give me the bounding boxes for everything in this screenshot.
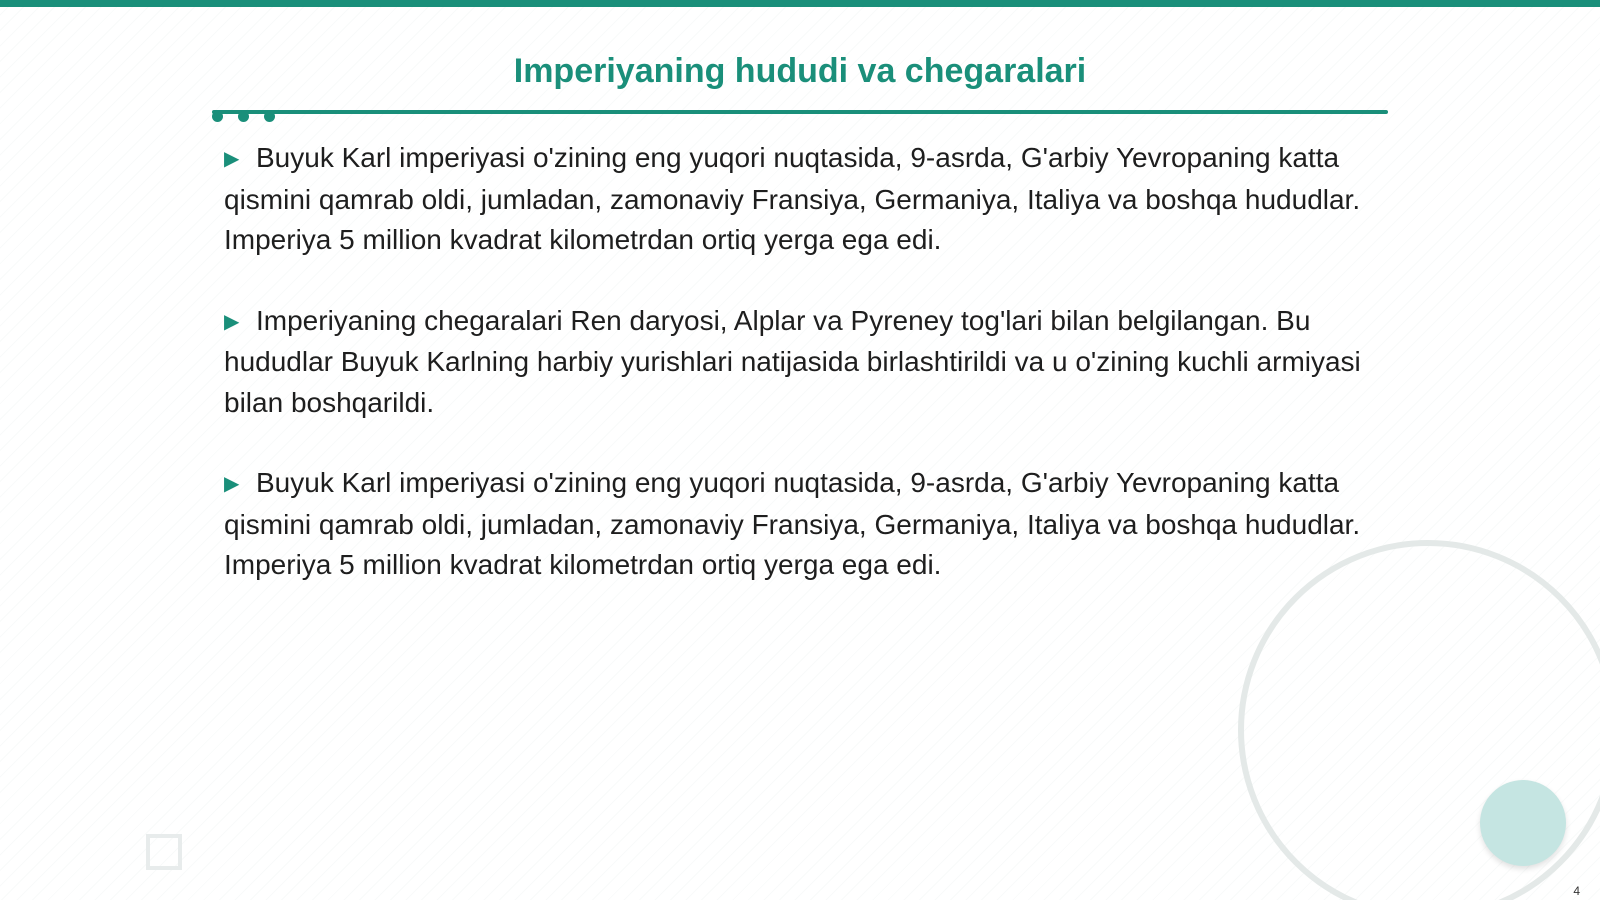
decorative-square [146,834,182,870]
bullet-arrow-icon: ▶ [224,473,240,495]
bullet-arrow-icon: ▶ [224,148,240,170]
bullet-item [224,463,1374,586]
slide-title: Imperiyaning hududi va chegaralari [513,52,1087,90]
underline-dot [264,111,275,122]
top-accent-bar [0,0,1600,7]
underline-dot [238,111,249,122]
bullet-text: Buyuk Karl imperiyasi o'zining eng yuqori nuqtasida, 9-asrda, G'arbiy Yevropaning katta qismini qamrab oldi, jumladan, zamonaviy Fransiya, Germaniya, Italiya va boshqa hududlar. Imperiya 5 million kvadrat kilometrdan ortiq yerga ega edi. [224,142,1361,255]
bullet-list [224,138,1374,626]
bullet-text: Imperiyaning chegaralari Ren daryosi, Alplar va Pyreney tog'lari bilan belgilangan. Bu hududlar Buyuk Karlning harbiy yurishlari natijasida birlashtirildi va u o'zining kuchli armiyasi bilan boshqarildi. [224,304,1361,418]
bullet-item [224,138,1374,261]
decorative-circle [1480,780,1566,866]
bullet-arrow-icon: ▶ [224,310,240,333]
title-underline [212,110,1388,114]
bullet-item [224,301,1374,424]
bullet-text: Buyuk Karl imperiyasi o'zining eng yuqori nuqtasida, 9-asrda, G'arbiy Yevropaning katta qismini qamrab oldi, jumladan, zamonaviy Fransiya, Germaniya, Italiya va boshqa hududlar. Imperiya 5 million kvadrat kilometrdan ortiq yerga ega edi. [224,467,1361,580]
underline-dot [212,111,223,122]
page-number: 4 [1573,884,1580,898]
